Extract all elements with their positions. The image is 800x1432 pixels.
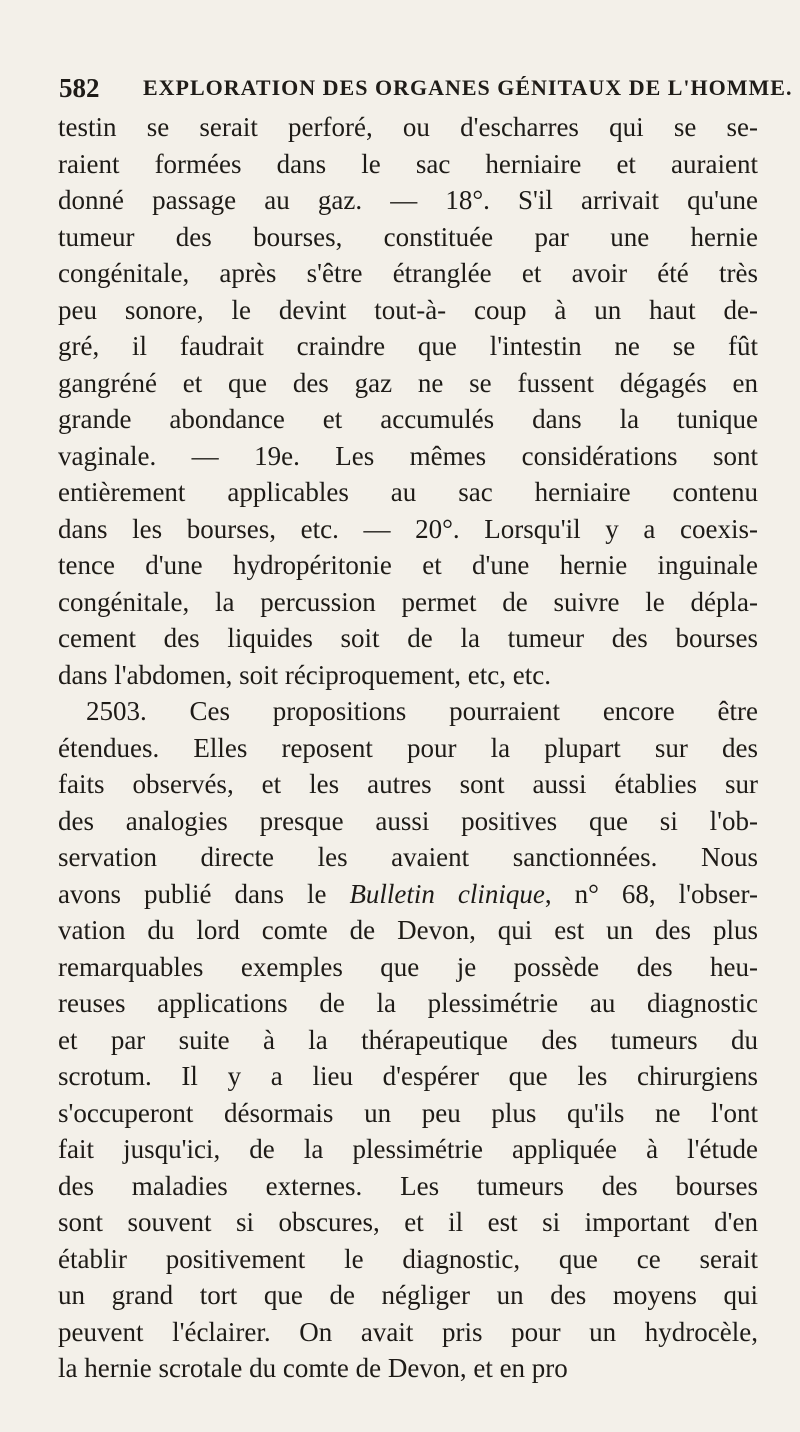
line-text: un grand tort que de négliger un des moyens qui bbox=[58, 1280, 758, 1310]
text-line-17 bbox=[58, 693, 758, 730]
line-text: faits observés, et les autres sont aussi établies sur bbox=[58, 769, 758, 799]
text-line-32 bbox=[58, 1241, 758, 1278]
text-line-8 bbox=[58, 365, 758, 402]
line-text: tumeur des bourses, constituée par une hernie bbox=[58, 221, 758, 252]
running-title: EXPLORATION DES ORGANES GÉNITAUX DE L'HOMME. bbox=[143, 75, 793, 100]
line-text: raient formées dans le sac herniaire et auraient bbox=[58, 148, 758, 179]
line-text: étendues. Elles reposent pour la plupart sur des bbox=[58, 732, 758, 763]
text-line-13 bbox=[58, 547, 758, 584]
page-number: 582 bbox=[59, 73, 100, 103]
text-line-6 bbox=[58, 292, 758, 329]
line-text: vation du lord comte de Devon, qui est un des plus bbox=[58, 915, 758, 945]
line-text: grande abondance et accumulés dans la tunique bbox=[58, 404, 758, 434]
text-line-2 bbox=[58, 146, 758, 183]
text-line-27 bbox=[58, 1058, 758, 1095]
line-text: vaginale. — 19e. Les mêmes considérations sont bbox=[58, 440, 758, 471]
running-header bbox=[59, 70, 793, 106]
text-line-24 bbox=[58, 949, 758, 986]
line-text: fait jusqu'ici, de la plessimétrie appliquée à l'étude bbox=[58, 1134, 758, 1164]
line-text: cement des liquides soit de la tumeur des bourses bbox=[58, 623, 758, 653]
text-line-11 bbox=[58, 474, 758, 511]
text-line-3 bbox=[58, 182, 758, 219]
text-line-1 bbox=[58, 109, 758, 146]
text-line-25 bbox=[58, 985, 758, 1022]
text-line-29 bbox=[58, 1131, 758, 1168]
text-line-30 bbox=[58, 1168, 758, 1205]
body-text bbox=[58, 109, 758, 1387]
text-line-5 bbox=[58, 255, 758, 292]
line-text: entièrement applicables au sac herniaire contenu bbox=[58, 477, 758, 507]
line-text: remarquables exemples que je possède des heu- bbox=[58, 951, 758, 982]
line-text: servation directe les avaient sanctionnées. Nous bbox=[58, 842, 758, 872]
line-text: la hernie scrotale du comte de Devon, et en pro bbox=[58, 1353, 568, 1383]
text-line-21 bbox=[58, 839, 758, 876]
line-text: peuvent l'éclairer. On avait pris pour un hydrocèle, bbox=[58, 1316, 758, 1347]
text-line-18 bbox=[58, 730, 758, 767]
line-text: et par suite à la thérapeutique des tumeurs du bbox=[58, 1024, 758, 1055]
text-line-9 bbox=[58, 401, 758, 438]
line-text: gré, il faudrait craindre que l'intestin ne se fût bbox=[58, 331, 758, 361]
line-text: donné passage au gaz. — 18°. S'il arrivait qu'une bbox=[58, 185, 758, 215]
journal-title: Bulletin clinique bbox=[349, 878, 545, 909]
line-text: dans l'abdomen, soit réciproquement, etc, etc. bbox=[58, 659, 551, 690]
text-line-19 bbox=[58, 766, 758, 803]
line-text: s'occuperont désormais un peu plus qu'ils ne l'ont bbox=[58, 1097, 758, 1128]
line-text: dans les bourses, etc. — 20°. Lorsqu'il y a coexis- bbox=[58, 513, 758, 544]
text-line-10 bbox=[58, 438, 758, 475]
line-text-after: , n° 68, l'obser- bbox=[544, 878, 758, 909]
line-text: 2503. Ces propositions pourraient encore être bbox=[86, 696, 758, 726]
line-text: des maladies externes. Les tumeurs des bourses bbox=[58, 1170, 758, 1201]
line-text: scrotum. Il y a lieu d'espérer que les chirurgiens bbox=[58, 1061, 758, 1091]
text-line-15 bbox=[58, 620, 758, 657]
line-text: des analogies presque aussi positives que si l'ob- bbox=[58, 805, 758, 836]
text-line-16 bbox=[58, 657, 758, 694]
text-line-31 bbox=[58, 1204, 758, 1241]
line-text: congénitale, après s'être étranglée et avoir été très bbox=[58, 258, 758, 288]
text-line-34 bbox=[58, 1314, 758, 1351]
text-line-35 bbox=[58, 1350, 758, 1387]
line-text-before: avons publié dans le bbox=[58, 878, 350, 909]
line-text: établir positivement le diagnostic, que ce serait bbox=[58, 1243, 758, 1274]
text-line-4 bbox=[58, 219, 758, 256]
text-line-12 bbox=[58, 511, 758, 548]
line-text: gangréné et que des gaz ne se fussent dégagés en bbox=[58, 367, 758, 398]
line-text: peu sonore, le devint tout-à- coup à un haut de- bbox=[58, 294, 758, 325]
text-line-23 bbox=[58, 912, 758, 949]
text-line-26 bbox=[58, 1022, 758, 1059]
text-line-33 bbox=[58, 1277, 758, 1314]
line-text: congénitale, la percussion permet de suivre le dépla- bbox=[58, 586, 758, 617]
text-line-20 bbox=[58, 803, 758, 840]
line-text: tence d'une hydropéritonie et d'une hernie inguinale bbox=[58, 550, 758, 580]
line-text: reuses applications de la plessimétrie au diagnostic bbox=[58, 988, 758, 1018]
line-text: sont souvent si obscures, et il est si important d'en bbox=[58, 1207, 758, 1237]
text-line-22 bbox=[58, 876, 758, 913]
text-line-28 bbox=[58, 1095, 758, 1132]
text-line-7 bbox=[58, 328, 758, 365]
line-text: testin se serait perforé, ou d'escharres qui se se- bbox=[58, 112, 758, 142]
text-line-14 bbox=[58, 584, 758, 621]
